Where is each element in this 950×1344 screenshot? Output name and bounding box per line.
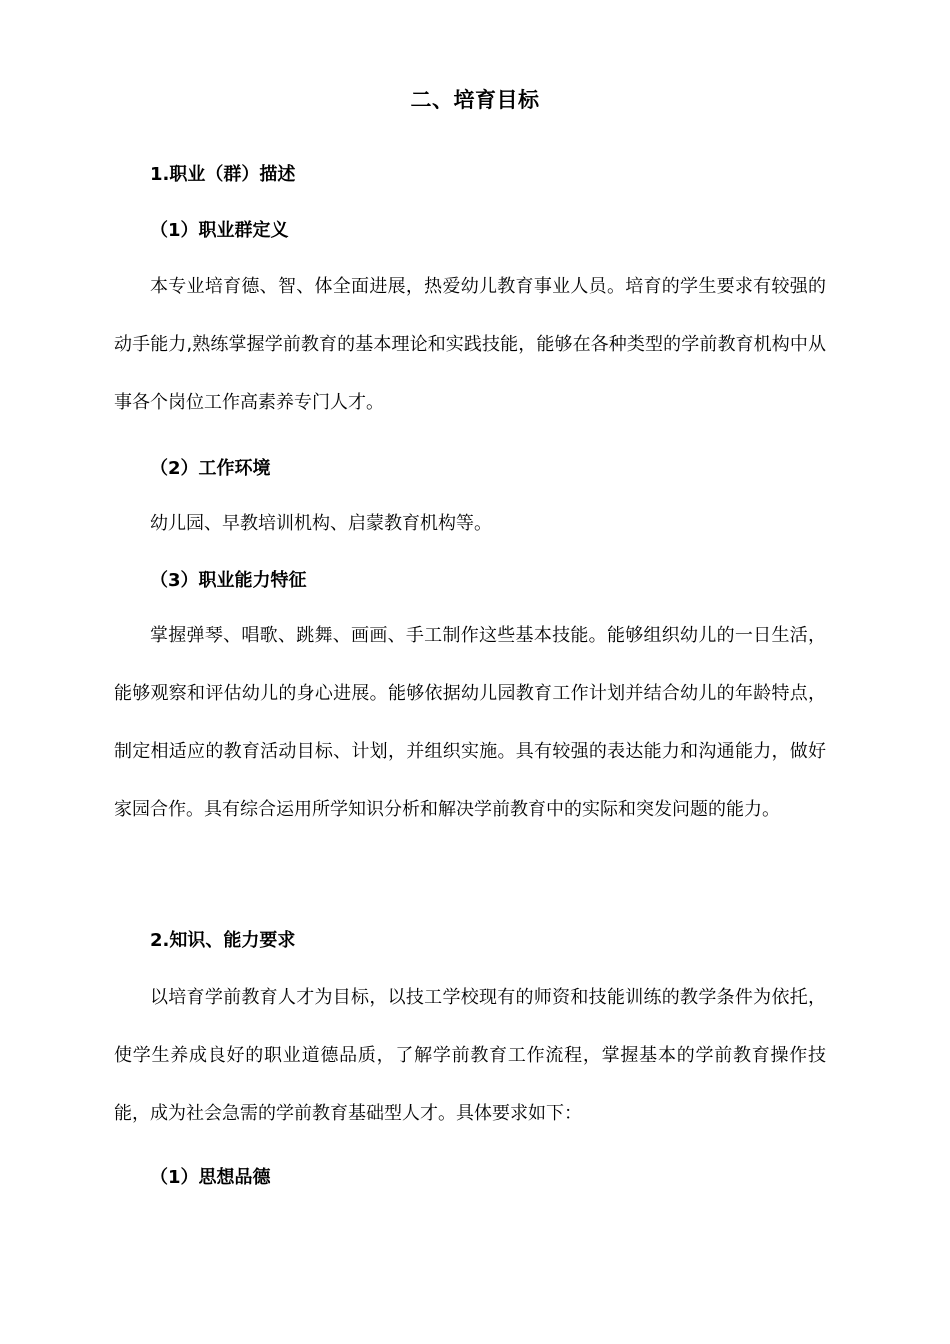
paragraph-definition: 本专业培育德、智、体全面进展，热爱幼儿教育事业人员。培育的学生要求有较强的动手能力,熟练掌握学前教育的基本理论和实践技能，能够在各种类型的学前教育机构中从事各个岗位工作高素养专门人才。 — [114, 276, 826, 413]
section-heading-occupation: 1.职业（群）描述 — [150, 164, 296, 185]
subsection-heading-environment: （2）工作环境 — [150, 458, 271, 479]
paragraph-requirements: 以培育学前教育人才为目标，以技工学校现有的师资和技能训练的教学条件为依托，使学生养成良好的职业道德品质，了解学前教育工作流程，掌握基本的学前教育操作技能，成为社会急需的学前教育基础型人才。具体要求如下： — [114, 987, 826, 1124]
paragraph-ability: 掌握弹琴、唱歌、跳舞、画画、手工制作这些基本技能。能够组织幼儿的一日生活，能够观察和评估幼儿的身心进展。能够依据幼儿园教育工作计划并结合幼儿的年龄特点，制定相适应的教育活动目标、计划，并组织实施。具有较强的表达能力和沟通能力，做好家园合作。具有综合运用所学知识分析和解决学前教育中的实际和突发问题的能力。 — [114, 625, 826, 820]
subsection-heading-definition: （1）职业群定义 — [150, 220, 289, 241]
section-heading-requirements: 2.知识、能力要求 — [150, 930, 296, 951]
subsection-heading-ability: （3）职业能力特征 — [150, 570, 307, 591]
document-title: 二、培育目标 — [410, 88, 540, 112]
paragraph-environment: 幼儿园、早教培训机构、启蒙教育机构等。 — [150, 513, 492, 534]
subsection-heading-morality: （1）思想品德 — [150, 1167, 271, 1188]
